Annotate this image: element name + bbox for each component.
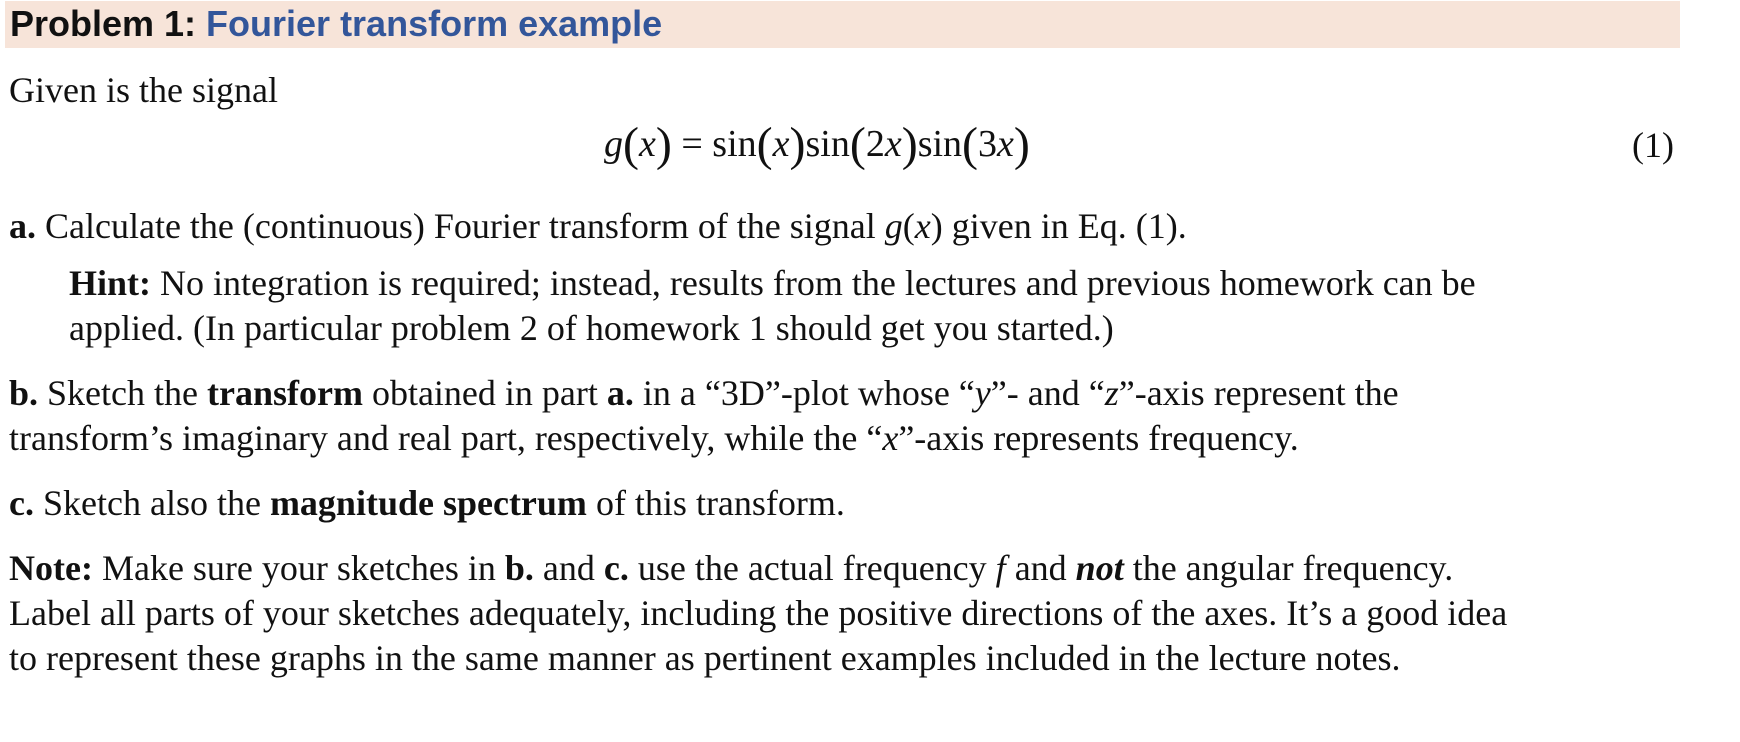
equation-x-1: x bbox=[638, 123, 656, 165]
note-line-1 bbox=[9, 546, 1453, 590]
equation-sin-3: sin bbox=[917, 123, 963, 165]
part-c-line bbox=[9, 481, 845, 525]
hint-label: Hint: bbox=[69, 263, 152, 303]
part-b-text-2: obtained in part bbox=[362, 373, 607, 413]
part-a-g: g bbox=[884, 206, 903, 246]
equation-sin-2: sin bbox=[805, 123, 850, 165]
note-f: f bbox=[995, 548, 1006, 588]
part-b-text-1: Sketch the bbox=[38, 373, 207, 413]
note-not: not bbox=[1075, 548, 1124, 588]
part-b-text-3: in a “3D”-plot whose “ bbox=[633, 373, 975, 413]
part-a-text-1: Calculate the (continuous) Fourier transform of the signal bbox=[36, 206, 885, 246]
equation-g: g bbox=[604, 123, 623, 165]
part-a-text-2: ) given in Eq. (1). bbox=[930, 206, 1187, 246]
note-b-ref: b. bbox=[504, 548, 534, 588]
note-c-ref: c. bbox=[603, 548, 629, 588]
note-label: Note: bbox=[9, 548, 93, 588]
equation-x-4: x bbox=[997, 123, 1014, 165]
note-text-4: and bbox=[1005, 548, 1076, 588]
part-a-paren-open: ( bbox=[902, 206, 915, 246]
equation-equals: = bbox=[671, 123, 713, 165]
part-a-line bbox=[9, 204, 1187, 248]
part-c-text-1: Sketch also the bbox=[33, 483, 270, 523]
note-text-5: the angular frequency. bbox=[1123, 548, 1454, 588]
part-b-line-1 bbox=[9, 371, 1399, 415]
note-line-3: to represent these graphs in the same manner as pertinent examples included in the lecture notes. bbox=[9, 638, 1401, 678]
part-b-transform: transform bbox=[207, 373, 363, 413]
part-b-text-5: ”-axis represent the bbox=[1118, 373, 1399, 413]
part-c-text-2: of this transform. bbox=[586, 483, 845, 523]
part-b-a-ref: a. bbox=[606, 373, 634, 413]
part-b-y: y bbox=[974, 373, 991, 413]
part-b-label: b. bbox=[9, 373, 39, 413]
part-b-line-2 bbox=[9, 416, 1299, 460]
given-line: Given is the signal bbox=[9, 70, 278, 110]
signal-equation: g(x) = sin(x)sin(2x)sin(3x) bbox=[604, 118, 1030, 171]
hint-line-2: applied. (In particular problem 2 of homework 1 should get you started.) bbox=[69, 308, 1114, 348]
problem-number: Problem 1: bbox=[10, 3, 197, 44]
equation-two: 2 bbox=[865, 123, 885, 165]
problem-title: Fourier transform example bbox=[206, 3, 663, 44]
part-a-x: x bbox=[914, 206, 931, 246]
part-c-label: c. bbox=[9, 483, 34, 523]
equation-three: 3 bbox=[978, 123, 998, 165]
part-b-x: x bbox=[882, 418, 899, 458]
hint-text-1: No integration is required; instead, results from the lectures and previous homework can be bbox=[151, 263, 1476, 303]
problem-heading bbox=[10, 2, 662, 46]
hint-line-1 bbox=[69, 261, 1476, 305]
part-c-magnitude: magnitude spectrum bbox=[269, 483, 587, 523]
part-b-z: z bbox=[1104, 373, 1119, 413]
note-line-2: Label all parts of your sketches adequately, including the positive directions of the axes. It’s a good idea bbox=[9, 593, 1508, 633]
part-b-line-2-text-2: ”-axis represents frequency. bbox=[898, 418, 1299, 458]
part-b-text-4: ”- and “ bbox=[990, 373, 1105, 413]
note-text-2: and bbox=[533, 548, 604, 588]
note-text-3: use the actual frequency bbox=[628, 548, 996, 588]
equation-x-2: x bbox=[772, 123, 790, 165]
equation-x-3: x bbox=[884, 123, 902, 165]
equation-number: (1) bbox=[1632, 125, 1674, 165]
equation-sin-1: sin bbox=[712, 123, 757, 165]
note-text-1: Make sure your sketches in bbox=[92, 548, 505, 588]
part-b-line-2-text-1: transform’s imaginary and real part, respectively, while the “ bbox=[9, 418, 883, 458]
part-a-label: a. bbox=[9, 206, 36, 246]
